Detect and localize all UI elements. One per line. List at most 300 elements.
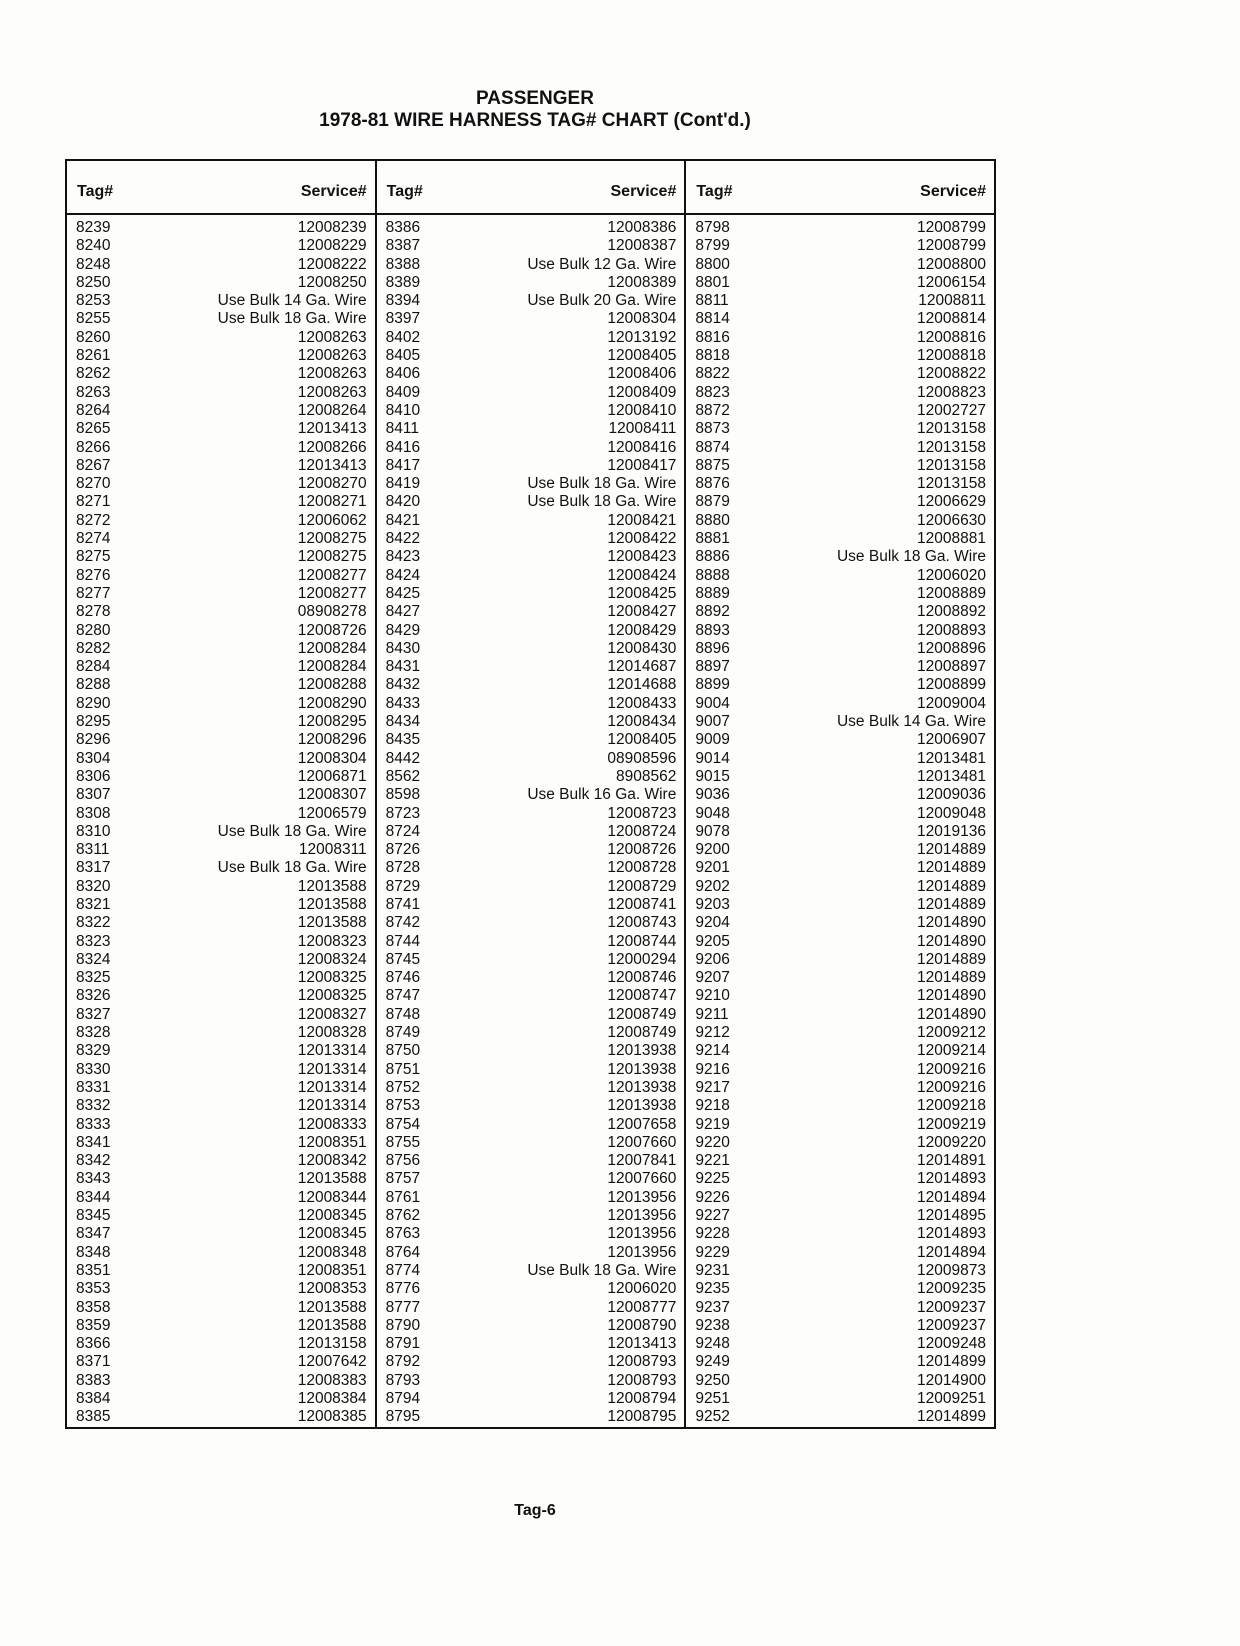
table-row xyxy=(686,475,994,493)
service-cell: 12008325 xyxy=(297,987,367,1005)
service-cell: 12008423 xyxy=(607,548,677,566)
tag-cell: 8435 xyxy=(385,731,421,749)
tag-cell: 9251 xyxy=(695,1390,730,1407)
service-cell: Use Bulk 20 Ga. Wire xyxy=(527,292,677,310)
tag-cell: 8433 xyxy=(385,694,421,712)
service-cell: 12008229 xyxy=(297,237,367,255)
service-cell: 12008811 xyxy=(918,292,987,310)
tag-cell: 8811 xyxy=(695,292,729,310)
table-row xyxy=(67,237,375,255)
tag-cell: 8327 xyxy=(76,1005,111,1023)
table-row xyxy=(67,951,375,969)
tag-cell: 8383 xyxy=(76,1371,111,1389)
service-cell: 12008384 xyxy=(297,1390,367,1407)
tag-cell: 8749 xyxy=(385,1024,421,1042)
service-cell: 12009216 xyxy=(917,1060,987,1078)
table-row xyxy=(377,1262,685,1280)
tag-cell: 8267 xyxy=(76,456,111,474)
tag-cell: 9014 xyxy=(695,749,730,767)
table-row xyxy=(377,1189,685,1207)
table-row xyxy=(377,237,685,255)
table-row xyxy=(67,365,375,383)
service-cell: 12014890 xyxy=(917,914,987,932)
table-row xyxy=(686,603,994,621)
table-row xyxy=(67,384,375,402)
table-row xyxy=(377,1097,685,1115)
tag-cell: 8874 xyxy=(695,438,730,456)
table-row xyxy=(686,1170,994,1188)
tag-cell: 8801 xyxy=(695,273,730,291)
service-cell: 12006630 xyxy=(917,511,987,529)
service-header: Service# xyxy=(300,183,367,200)
service-cell: 12008899 xyxy=(917,676,987,694)
tag-cell: 8265 xyxy=(76,420,111,438)
table-row xyxy=(67,512,375,530)
tag-cell: 9229 xyxy=(695,1243,730,1261)
table-row xyxy=(686,951,994,969)
tag-cell: 8752 xyxy=(385,1078,421,1096)
service-cell: 12006871 xyxy=(297,767,367,785)
table-row xyxy=(686,695,994,713)
table-row xyxy=(67,640,375,658)
tag-cell: 9078 xyxy=(695,822,730,840)
column-rows xyxy=(67,215,375,1427)
service-cell: 12008424 xyxy=(607,566,677,584)
service-cell: 12008410 xyxy=(607,401,677,419)
table-row xyxy=(686,1079,994,1097)
table-row xyxy=(377,420,685,438)
table-row xyxy=(67,1116,375,1134)
service-cell: 12009235 xyxy=(917,1280,987,1298)
table-row xyxy=(67,1207,375,1225)
service-cell: 12008271 xyxy=(297,493,367,511)
table-row xyxy=(686,640,994,658)
service-cell: 12008311 xyxy=(298,841,367,859)
tag-cell: 8729 xyxy=(385,877,421,895)
table-row xyxy=(686,933,994,951)
service-cell: 12008743 xyxy=(607,914,677,932)
service-cell: 8908562 xyxy=(616,767,677,785)
service-cell: 12002727 xyxy=(917,401,987,419)
tag-cell: 8328 xyxy=(76,1024,111,1042)
service-cell: 12013588 xyxy=(297,1316,367,1334)
tag-cell: 8745 xyxy=(385,950,421,968)
table-row xyxy=(67,292,375,310)
tag-cell: 9218 xyxy=(695,1097,730,1115)
service-cell: 12008421 xyxy=(607,511,677,529)
tag-cell: 8724 xyxy=(385,822,421,840)
tag-cell: 8823 xyxy=(695,383,730,401)
table-row xyxy=(377,823,685,841)
table-row xyxy=(67,1061,375,1079)
tag-cell: 9203 xyxy=(695,895,730,913)
service-cell: 12008816 xyxy=(917,328,987,346)
tag-header: Tag# xyxy=(77,183,114,200)
service-cell: 12008325 xyxy=(297,969,367,987)
table-row xyxy=(686,713,994,731)
tag-cell: 9210 xyxy=(695,987,730,1005)
tag-cell: 8284 xyxy=(76,658,111,676)
tag-cell: 8762 xyxy=(385,1207,421,1225)
table-row xyxy=(67,750,375,768)
table-row xyxy=(67,567,375,585)
service-cell: 12014688 xyxy=(607,676,677,694)
table-row xyxy=(67,859,375,877)
table-row xyxy=(377,1225,685,1243)
tag-cell: 8790 xyxy=(385,1316,421,1334)
table-row xyxy=(686,1134,994,1152)
tag-cell: 8432 xyxy=(385,676,421,694)
service-cell: 12008892 xyxy=(917,603,987,621)
service-cell: Use Bulk 16 Ga. Wire xyxy=(527,786,677,804)
tag-cell: 9248 xyxy=(695,1335,730,1353)
service-cell: 12009218 xyxy=(917,1097,987,1115)
tag-cell: 8754 xyxy=(385,1115,421,1133)
tag-cell: 8746 xyxy=(385,969,421,987)
service-cell: 12008411 xyxy=(608,420,677,438)
tag-cell: 8756 xyxy=(385,1152,421,1170)
table-row xyxy=(377,292,685,310)
service-cell: Use Bulk 18 Ga. Wire xyxy=(217,822,367,840)
table-row xyxy=(67,1280,375,1298)
service-cell: Use Bulk 18 Ga. Wire xyxy=(527,1261,677,1279)
tag-cell: 8800 xyxy=(695,255,730,273)
service-cell: 12009212 xyxy=(917,1024,987,1042)
tag-cell: 8326 xyxy=(76,987,111,1005)
tag-cell: 8351 xyxy=(76,1261,111,1279)
tag-cell: 8757 xyxy=(385,1170,421,1188)
table-row xyxy=(686,256,994,274)
tag-cell: 8879 xyxy=(695,493,730,511)
service-cell: 12008777 xyxy=(607,1298,677,1316)
service-cell: 12008746 xyxy=(607,969,677,987)
tag-cell: 8753 xyxy=(385,1097,421,1115)
service-header: Service# xyxy=(610,183,677,200)
table-row xyxy=(377,530,685,548)
tag-cell: 8290 xyxy=(76,694,111,712)
service-cell: 12008264 xyxy=(297,401,367,419)
service-cell: 12008726 xyxy=(607,841,677,859)
table-row xyxy=(377,585,685,603)
table-row xyxy=(686,658,994,676)
table-row xyxy=(377,933,685,951)
tag-cell: 8278 xyxy=(76,603,111,621)
table-row xyxy=(686,1372,994,1390)
tag-cell: 8424 xyxy=(385,566,421,584)
service-cell: 12008345 xyxy=(297,1225,367,1243)
tag-cell: 8345 xyxy=(76,1207,111,1225)
service-cell: 12008304 xyxy=(297,749,367,767)
service-cell: 12008729 xyxy=(607,877,677,895)
service-cell: 12008222 xyxy=(297,255,367,273)
service-cell: 12008290 xyxy=(297,694,367,712)
tag-cell: 8763 xyxy=(385,1225,421,1243)
table-row xyxy=(686,914,994,932)
tag-cell: 9252 xyxy=(695,1408,730,1426)
table-row xyxy=(67,676,375,694)
table-row xyxy=(67,933,375,951)
service-cell: 12008353 xyxy=(297,1280,367,1298)
tag-cell: 8755 xyxy=(385,1133,421,1151)
tag-cell: 9048 xyxy=(695,804,730,822)
service-cell: Use Bulk 18 Ga. Wire xyxy=(217,859,367,877)
tag-cell: 9237 xyxy=(695,1298,730,1316)
service-cell: 12008741 xyxy=(607,895,677,913)
service-cell: 12008896 xyxy=(917,639,987,657)
service-cell: 12008348 xyxy=(297,1243,367,1261)
tag-cell: 8306 xyxy=(76,767,111,785)
service-cell: 12007660 xyxy=(607,1170,677,1188)
table-row xyxy=(67,1152,375,1170)
table-row xyxy=(377,219,685,237)
service-cell: 12014889 xyxy=(917,895,987,913)
tag-cell: 8348 xyxy=(76,1243,111,1261)
service-cell: 12013413 xyxy=(607,1335,677,1353)
tag-cell: 8277 xyxy=(76,584,111,602)
tag-cell: 8388 xyxy=(385,255,421,273)
service-cell: 12013192 xyxy=(607,328,677,346)
column-header xyxy=(686,161,994,215)
table-row xyxy=(377,1353,685,1371)
table-row xyxy=(686,347,994,365)
service-cell: 12008266 xyxy=(297,438,367,456)
tag-cell: 8892 xyxy=(695,603,730,621)
service-cell: 12009237 xyxy=(917,1298,987,1316)
table-row xyxy=(377,1244,685,1262)
tag-cell: 8330 xyxy=(76,1060,111,1078)
tag-cell: 8409 xyxy=(385,383,421,401)
service-cell: 12013314 xyxy=(297,1097,367,1115)
tag-cell: 8873 xyxy=(695,420,730,438)
service-cell: 12008324 xyxy=(297,950,367,968)
tag-cell: 9238 xyxy=(695,1316,730,1334)
service-cell: 12009004 xyxy=(917,694,987,712)
tag-cell: 8307 xyxy=(76,786,111,804)
service-cell: Use Bulk 18 Ga. Wire xyxy=(836,548,987,566)
tag-cell: 8384 xyxy=(76,1390,111,1407)
tag-cell: 8429 xyxy=(385,621,421,639)
service-cell: Use Bulk 14 Ga. Wire xyxy=(836,713,987,731)
service-cell: 12013956 xyxy=(607,1188,677,1206)
tag-cell: 8723 xyxy=(385,804,421,822)
service-cell: 12014895 xyxy=(917,1207,987,1225)
table-row xyxy=(377,384,685,402)
table-row xyxy=(377,1372,685,1390)
table-row xyxy=(67,896,375,914)
service-cell: 12013158 xyxy=(917,420,987,438)
service-cell: 12008263 xyxy=(297,383,367,401)
table-row xyxy=(686,1189,994,1207)
tag-cell: 8818 xyxy=(695,347,730,365)
tag-cell: 8761 xyxy=(385,1188,421,1206)
tag-cell: 8421 xyxy=(385,511,421,529)
table-row xyxy=(686,457,994,475)
service-cell: 08908278 xyxy=(297,603,367,621)
table-row xyxy=(67,1079,375,1097)
tag-cell: 8899 xyxy=(695,676,730,694)
table-row xyxy=(686,805,994,823)
tag-cell: 9206 xyxy=(695,950,730,968)
tag-cell: 8296 xyxy=(76,731,111,749)
tag-cell: 8741 xyxy=(385,895,421,913)
tag-cell: 8814 xyxy=(695,310,730,328)
service-cell: 12008794 xyxy=(607,1390,677,1407)
service-cell: 12009220 xyxy=(917,1133,987,1151)
service-cell: 12013956 xyxy=(607,1225,677,1243)
tag-cell: 8253 xyxy=(76,292,111,310)
service-cell: 12008430 xyxy=(607,639,677,657)
table-row xyxy=(67,1299,375,1317)
service-cell: 12009248 xyxy=(917,1335,987,1353)
tag-cell: 8793 xyxy=(385,1371,421,1389)
table-row xyxy=(67,805,375,823)
service-cell: Use Bulk 18 Ga. Wire xyxy=(217,310,367,328)
tag-cell: 8311 xyxy=(76,841,110,859)
service-cell: 12007658 xyxy=(607,1115,677,1133)
table-row xyxy=(377,658,685,676)
table-row xyxy=(67,475,375,493)
table-column xyxy=(686,161,994,1427)
service-cell: 12013588 xyxy=(297,1298,367,1316)
table-row xyxy=(377,1042,685,1060)
service-cell: 12000294 xyxy=(607,950,677,968)
tag-cell: 9217 xyxy=(695,1078,730,1096)
service-cell: 12014889 xyxy=(917,859,987,877)
service-cell: 12008822 xyxy=(917,365,987,383)
tag-cell: 8423 xyxy=(385,548,421,566)
service-cell: 12014899 xyxy=(917,1408,987,1426)
service-cell: 12013588 xyxy=(297,1170,367,1188)
table-row xyxy=(67,713,375,731)
tag-cell: 8342 xyxy=(76,1152,111,1170)
service-cell: 12014889 xyxy=(917,950,987,968)
table-row xyxy=(686,530,994,548)
service-cell: 12008749 xyxy=(607,1005,677,1023)
service-cell: 12008263 xyxy=(297,347,367,365)
table-row xyxy=(67,841,375,859)
table-row xyxy=(377,878,685,896)
table-row xyxy=(686,237,994,255)
service-cell: 12008417 xyxy=(607,456,677,474)
service-cell: 12008422 xyxy=(607,530,677,548)
tag-cell: 9015 xyxy=(695,767,730,785)
table-row xyxy=(377,1170,685,1188)
service-cell: 12008795 xyxy=(607,1408,677,1426)
table-row xyxy=(686,1152,994,1170)
table-row xyxy=(67,622,375,640)
table-row xyxy=(377,786,685,804)
tag-cell: 8434 xyxy=(385,713,421,731)
tag-cell: 8387 xyxy=(385,237,421,255)
tag-cell: 8410 xyxy=(385,401,421,419)
service-cell: 12014889 xyxy=(917,877,987,895)
service-cell: 12008416 xyxy=(607,438,677,456)
tag-cell: 9009 xyxy=(695,731,730,749)
tag-cell: 8317 xyxy=(76,859,111,877)
tag-cell: 8888 xyxy=(695,566,730,584)
service-cell: 12013314 xyxy=(297,1042,367,1060)
tag-cell: 9235 xyxy=(695,1280,730,1298)
tag-cell: 8255 xyxy=(76,310,111,328)
tag-cell: 9211 xyxy=(695,1005,729,1023)
service-cell: 12008799 xyxy=(917,219,987,236)
tag-cell: 9004 xyxy=(695,694,730,712)
tag-cell: 8799 xyxy=(695,237,730,255)
service-cell: 12008344 xyxy=(297,1188,367,1206)
tag-cell: 8320 xyxy=(76,877,111,895)
service-cell: 12008814 xyxy=(917,310,987,328)
tag-cell: 8353 xyxy=(76,1280,111,1298)
tag-cell: 8261 xyxy=(76,347,111,365)
table-row xyxy=(377,951,685,969)
service-cell: 12008724 xyxy=(607,822,677,840)
table-row xyxy=(67,658,375,676)
table-row xyxy=(67,347,375,365)
service-cell: 12008728 xyxy=(607,859,677,877)
service-cell: 12014893 xyxy=(917,1170,987,1188)
service-cell: 12013158 xyxy=(917,475,987,493)
table-row xyxy=(686,274,994,292)
service-cell: 12008342 xyxy=(297,1152,367,1170)
service-cell: 12008799 xyxy=(917,237,987,255)
tag-cell: 8728 xyxy=(385,859,421,877)
service-cell: 12008387 xyxy=(607,237,677,255)
tag-cell: 8323 xyxy=(76,932,111,950)
tag-cell: 8881 xyxy=(695,530,730,548)
table-row xyxy=(686,841,994,859)
table-row xyxy=(67,1244,375,1262)
service-cell: 12013588 xyxy=(297,877,367,895)
service-cell: 12008296 xyxy=(297,731,367,749)
service-cell: 12008383 xyxy=(297,1371,367,1389)
service-cell: 12008333 xyxy=(297,1115,367,1133)
tag-cell: 8411 xyxy=(385,420,420,438)
tag-cell: 9231 xyxy=(695,1261,730,1279)
service-cell: 12008409 xyxy=(607,383,677,401)
tag-cell: 8272 xyxy=(76,511,111,529)
table-row xyxy=(377,567,685,585)
table-row xyxy=(67,1335,375,1353)
table-row xyxy=(377,1134,685,1152)
column-rows xyxy=(377,215,685,1427)
table-row xyxy=(686,1061,994,1079)
table-row xyxy=(67,987,375,1005)
table-row xyxy=(686,329,994,347)
tag-cell: 8389 xyxy=(385,273,421,291)
service-cell: 12008793 xyxy=(607,1371,677,1389)
table-row xyxy=(377,640,685,658)
tag-cell: 9007 xyxy=(695,713,730,731)
service-cell: 12008793 xyxy=(607,1353,677,1371)
tag-cell: 8422 xyxy=(385,530,421,548)
tag-cell: 9226 xyxy=(695,1188,730,1206)
table-row xyxy=(686,292,994,310)
service-cell: 12008295 xyxy=(297,713,367,731)
tag-cell: 8385 xyxy=(76,1408,111,1426)
service-cell: 12008427 xyxy=(607,603,677,621)
table-row xyxy=(377,365,685,383)
service-cell: Use Bulk 14 Ga. Wire xyxy=(217,292,367,310)
service-cell: 12007642 xyxy=(297,1353,367,1371)
tag-cell: 8742 xyxy=(385,914,421,932)
table-row xyxy=(377,896,685,914)
tag-cell: 9200 xyxy=(695,841,730,859)
tag-cell: 8747 xyxy=(385,987,421,1005)
column-header xyxy=(377,161,685,215)
service-cell: 12008386 xyxy=(607,219,677,236)
tag-cell: 9249 xyxy=(695,1353,730,1371)
table-row xyxy=(377,969,685,987)
